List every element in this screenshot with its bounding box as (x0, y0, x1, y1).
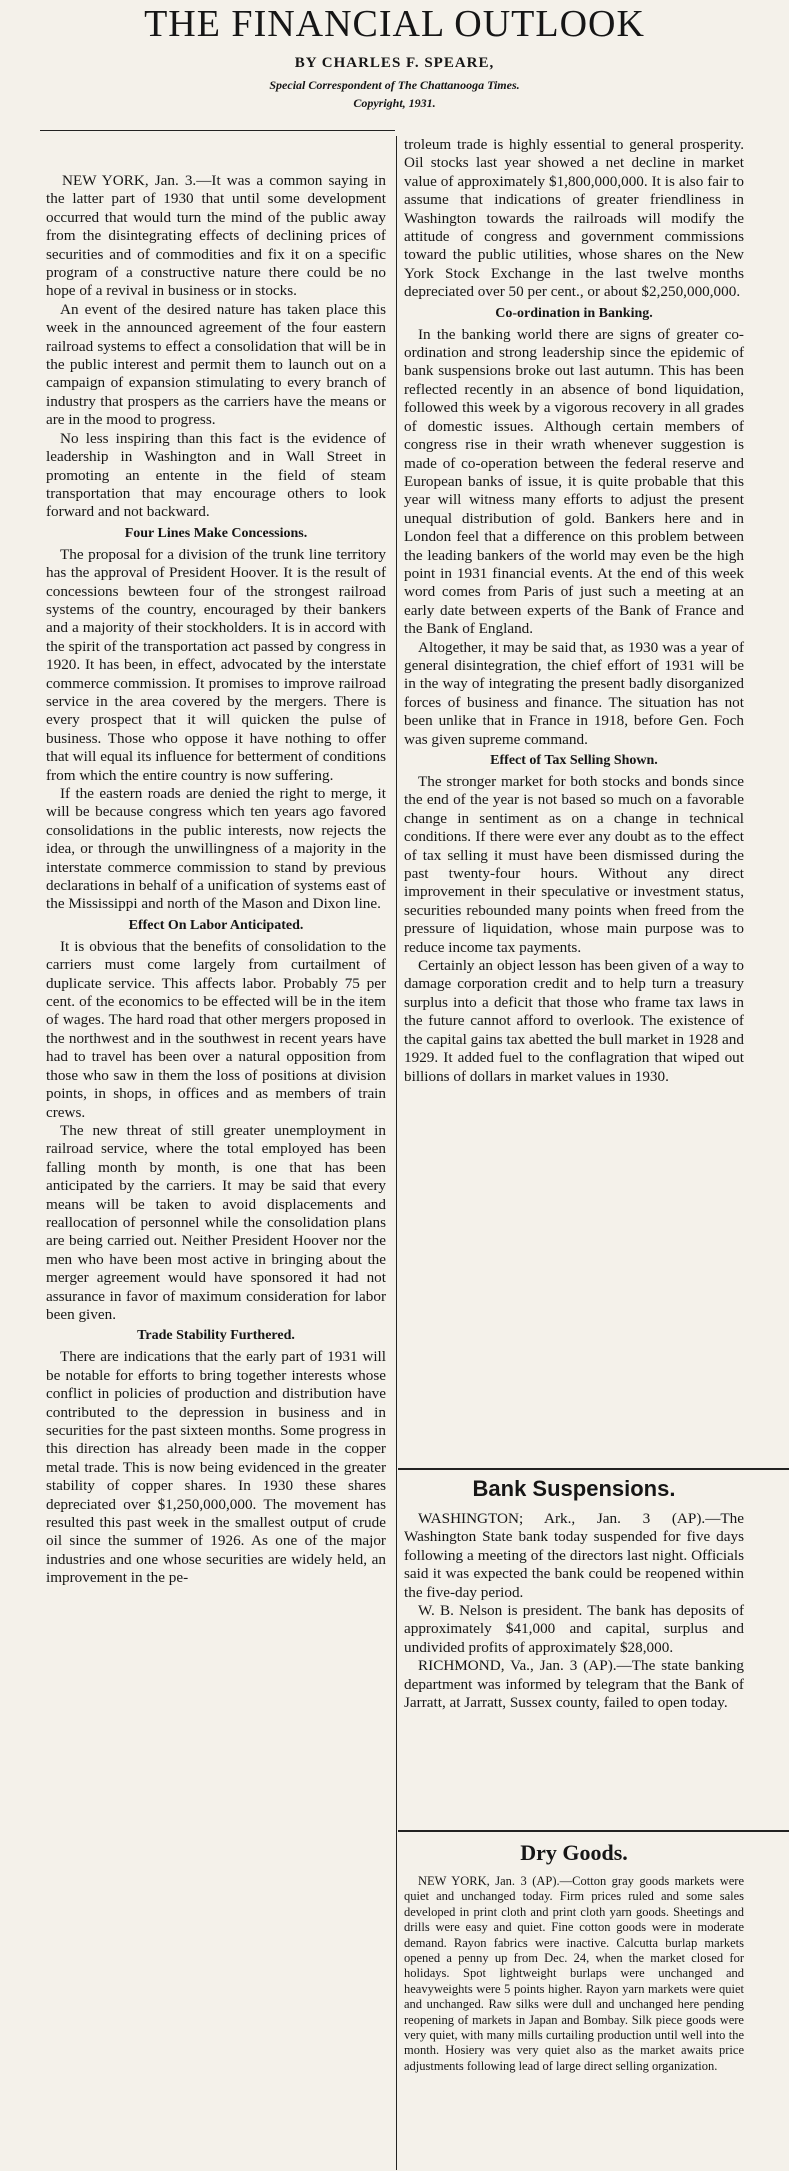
dry-goods-article (404, 1834, 744, 2074)
paragraph: If the eastern roads are denied the right to merge, it will be because congress which ten years ago favored consolidations in the public interests, now rejects the idea, or through the unwillingness of a majority in the interstate commerce commission to stand by previous declarations in behalf of a unification of systems east of the Mississippi and north of the Mason and Dixon line. (46, 785, 386, 913)
paragraph: It is obvious that the benefits of consolidation to the carriers must come largely from curtailment of duplicate service. This affects labor. Probably 75 per cent. of the economics to be effected will be in the item of wages. The hard road that other mergers proposed in the northwest and in the southwest in recent years have had to travel has been over a natural opposition from those who saw in them the loss of positions at division points, in shops, in offices and as members of train crews. (46, 937, 386, 1121)
paragraph: W. B. Nelson is president. The bank has deposits of approximately $41,000 and capital, surplus and undivided profits of approximately $28,000. (404, 1602, 744, 1656)
paragraph: The proposal for a division of the trunk line territory has the approval of President Hoover. It is the result of concessions bewteen four of the strongest railroad systems of the country, encouraged by their bankers and a majority of their stockholders. It is in accord with the spirit of the transportation act passed by congress in 1920. It has been, in effect, advocated by the interstate commerce commission. It promises to improve railroad service in the area covered by the mergers. There is every prospect that it will quicken the pulse of business. Those who oppose it have nothing to offer that will equal its influence for betterment of conditions from which the entire country is now suffering. (46, 545, 386, 784)
subheading: Effect of Tax Selling Shown. (490, 753, 658, 768)
correspondent-line: Special Correspondent of The Chattanooga Times. (269, 78, 520, 92)
right-column (404, 136, 744, 1086)
paragraph: Certainly an object lesson has been given of a way to damage corporation credit and to help turn a treasury surplus into a deficit that those who frame tax laws in the future cannot afford to overlook. The existence of the capital gains tax abetted the bull market in 1928 and 1929. It added fuel to the conflagration that wiped out billions of dollars in market values in 1930. (404, 957, 744, 1085)
page-title: THE FINANCIAL OUTLOOK (144, 3, 645, 45)
section-title: Bank Suspensions. (472, 1476, 676, 1501)
subheading: Co-ordination in Banking. (495, 305, 653, 321)
copyright-line: Copyright, 1931. (353, 96, 436, 110)
top-divider (40, 130, 395, 131)
section-divider (398, 1830, 789, 1832)
byline: BY CHARLES F. SPEARE, (294, 55, 495, 71)
subheading: Effect On Labor Anticipated. (128, 917, 304, 933)
paragraph: The new threat of still greater unemployment in railroad service, where the total employed has been falling month by month, is one that has been anticipated by the carriers. It may be said that every means will be taken to avoid displacements and reallocation of personnel while the consolidation plans are being carried out. Neither President Hoover nor the men who have been most active in bringing about the merger agreement would have sponsored it had not assurance in favor of maximum consideration for labor been given. (46, 1121, 386, 1323)
column-divider (396, 136, 397, 2170)
paragraph: In the banking world there are signs of greater co-ordination and strong leadership since the epidemic of bank suspensions broke out last autumn. This has been reflected recently in an absence of bond liquidation, followed this week by a vigorous recovery in all grades of domestic issues. Although certain members of congress rise in their wrath whenever suggestion is made of co-operation between the federal reserve and European banks of issue, it is quite probable that this year will witness many efforts to adjust the present unequal distribution of gold. Bankers here and in London feel that a difference on this problem between the leading bankers of the world may even be the high point in 1931 financial events. At the end of this week word comes from Paris of just such a meeting at an early date between experts of the Bank of France and the Bank of England. (404, 325, 744, 638)
paragraph: No less inspiring than this fact is the evidence of leadership in Washington and in Wall Street in promoting an entente in the field of steam transportation that may encourage others to look forward and not backward. (46, 429, 386, 521)
bank-suspensions-article (404, 1470, 744, 1712)
paragraph: RICHMOND, Va., Jan. 3 (AP).—The state banking department was informed by telegram that the Bank of Jarratt, at Jarratt, Sussex county, failed to open today. (404, 1657, 744, 1712)
masthead (0, 0, 789, 130)
paragraph: NEW YORK, Jan. 3 (AP).—Cotton gray goods markets were quiet and unchanged today. Firm prices ruled and some sales developed in print cloth and print cloth yarn goods. Sheetings and drills were easy and quiet. Fine cotton goods were in moderate demand. Rayon fabrics were inactive. Calcutta burlap markets opened a penny up from Dec. 24, when the market closed for holidays. Spot lightweight burlaps were unchanged and heavyweights were 5 points higher. Rayon yarn markets were quiet and unchanged. Raw silks were dull and unchanged here pending reopening of markets in Japan and Bombay. Silk piece goods were very quiet, with many mills curtailing production until well into the month. Hosiery was very quiet also as the market awaits price adjustments following lead of large direct selling organization. (404, 1874, 744, 2073)
left-column (46, 172, 386, 1588)
paragraph: An event of the desired nature has taken place this week in the announced agreement of the four eastern railroad systems to effect a consolidation that will be in the public interest and permit them to launch out on a campaign of expansion stimulating to every branch of industry that prospers as the carriers have the means or are in the mood to progress. (46, 300, 386, 429)
section-title: Dry Goods. (520, 1840, 628, 1865)
paragraph: The stronger market for both stocks and bonds since the end of the year is not based so much on a favorable change in sentiment as on a change in technical conditions. If there were ever any doubt as to the effect of tax selling it must have been dismissed during the past twenty-four hours. Without any direct improvement in their speculative or investment status, securities rebounded many points when freed from the pressure of liquidation, whose main purpose was to reduce income tax payments. (404, 773, 744, 956)
paragraph: WASHINGTON; Ark., Jan. 3 (AP).—The Washington State bank today suspended for five days following a meeting of the directors last night. Officials said it was expected the bank could be reopened within the five-day period. (404, 1510, 744, 1601)
subheading: Four Lines Make Concessions. (124, 525, 308, 541)
paragraph: NEW YORK, Jan. 3.—It was a common saying in the latter part of 1930 that until some development occurred that would turn the mind of the public away from the disintegrating effects of declining prices of securities and of commodities and fix it on a specific program of a constructive nature there could be no hope of a revival in business or in stocks. (46, 172, 386, 300)
paragraph: troleum trade is highly essential to general prosperity. Oil stocks last year showed a net decline in market value of approximately $1,800,000,000. It is also fair to assume that indications of greater friendliness in Washington towards the railroads will modify the attitude of congress and government commissions toward the public utilities, whose shares on the New York Stock Exchange in the last twelve months depreciated over 50 per cent., or about $2,250,000,000. (404, 136, 744, 301)
paragraph: Altogether, it may be said that, as 1930 was a year of general disintegration, the chief effort of 1931 will be in the way of integrating the present badly disorganized forces of business and finance. The situation has not been unlike that in France in 1918, before Gen. Foch was given supreme command. (404, 638, 744, 748)
subheading: Trade Stability Furthered. (137, 1328, 295, 1344)
paragraph: There are indications that the early part of 1931 will be notable for efforts to bring together interests whose conflict in policies of production and distribution have contributed to the depression in business and in securities for the past sixteen months. Some progress in this direction has already been made in the copper metal trade. This is now being evidenced in the greater stability of copper shares. In 1930 these shares depreciated over $1,250,000,000. The movement has resulted this past week in the smallest output of crude oil since the summer of 1926. As one of the major industries and one whose securities are widely held, an improvement in the pe- (46, 1348, 386, 1587)
